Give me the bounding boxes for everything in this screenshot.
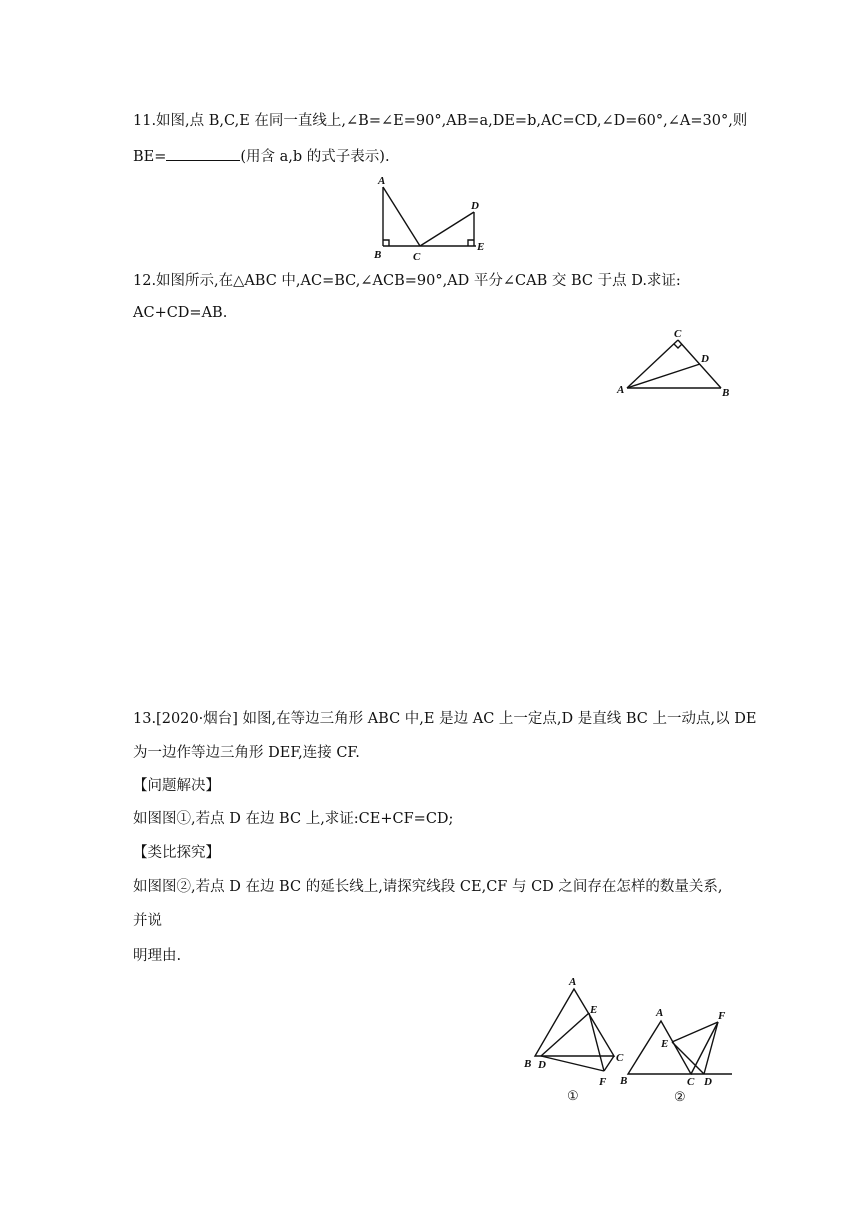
q13-fig1-segment-ef — [589, 1013, 604, 1071]
q13-fig2-caption: ② — [674, 1089, 686, 1104]
q11-segment-ac — [383, 187, 420, 246]
q13-line-2: 为一边作等边三角形 DEF,连接 CF. — [133, 745, 360, 761]
q11-line-2-tail: (用含 a,b 的式子表示). — [240, 149, 390, 165]
q13-fig1-triangle-abc — [535, 989, 614, 1056]
q11-label-c: C — [413, 251, 421, 263]
q13-figure-2 — [616, 1000, 740, 1104]
q13-fig2-label-f: F — [718, 1010, 726, 1022]
q12-label-b: B — [722, 387, 730, 399]
q12-label-a: A — [617, 384, 625, 396]
q13-line-4: 如图图②,若点 D 在边 BC 的延长线上,请探究线段 CE,CF 与 CD 之间存在怎样的数量关系, — [133, 879, 723, 895]
q13-fig2-label-d: D — [704, 1076, 712, 1088]
q13-line-1: 13.[2020·烟台] 如图,在等边三角形 ABC 中,E 是边 AC 上一定点,D 是直线 BC 上一动点,以 DE — [133, 711, 757, 727]
q13-heading-analogy: 【类比探究】 — [133, 845, 220, 861]
q11-line-1: 11.如图,点 B,C,E 在同一直线上,∠B=∠E=90°,AB=a,DE=b,AC=CD,∠D=60°,∠A=30°,则 — [133, 113, 748, 129]
q11-label-d: D — [471, 200, 479, 212]
q11-line-2 — [133, 146, 390, 167]
q13-line-3: 如图图①,若点 D 在边 BC 上,求证:CE+CF=CD; — [133, 811, 454, 827]
q11-label-a: A — [378, 175, 386, 187]
q13-fig2-label-b: B — [620, 1075, 628, 1087]
q13-fig2-segment-cf — [691, 1022, 718, 1074]
q11-right-angle-e — [468, 240, 474, 246]
q13-fig2-label-a: A — [656, 1007, 664, 1019]
q13-fig2-segment-df — [704, 1022, 718, 1074]
q13-line-6: 明理由. — [133, 948, 182, 964]
q11-label-b: B — [374, 249, 382, 261]
q11-figure — [370, 172, 500, 264]
q12-right-angle-c — [674, 344, 682, 348]
q11-label-e: E — [477, 241, 485, 253]
q12-line-2: AC+CD=AB. — [133, 305, 228, 321]
q12-segment-ac — [627, 340, 678, 388]
q11-right-angle-b — [383, 240, 389, 246]
q12-line-1: 12.如图所示,在△ABC 中,AC=BC,∠ACB=90°,AD 平分∠CAB 交 BC 于点 D.求证: — [133, 273, 681, 289]
q13-fig1-caption: ① — [567, 1088, 579, 1103]
q11-segment-cd — [420, 212, 474, 246]
q13-fig1-segment-df — [541, 1056, 604, 1071]
q13-fig1-segment-cf — [604, 1056, 614, 1071]
q13-fig1-label-c: C — [616, 1052, 624, 1064]
q13-fig1-label-a: A — [569, 976, 577, 988]
q13-line-5: 并说 — [133, 913, 162, 929]
q12-label-d: D — [701, 353, 709, 365]
q13-fig1-label-f: F — [599, 1076, 607, 1088]
q12-segment-ad — [627, 364, 700, 388]
q13-fig2-triangle-abc — [628, 1021, 691, 1074]
q13-fig1-label-d: D — [538, 1059, 546, 1071]
q13-fig2-label-e: E — [661, 1038, 669, 1050]
q11-answer-blank[interactable] — [166, 146, 240, 161]
q13-fig1-label-e: E — [590, 1004, 598, 1016]
q12-label-c: C — [674, 328, 682, 340]
q12-figure — [612, 326, 742, 404]
q11-be-label: BE= — [133, 149, 167, 165]
q13-fig2-label-c: C — [687, 1076, 695, 1088]
q13-fig1-label-b: B — [524, 1058, 532, 1070]
q13-heading-problem: 【问题解决】 — [133, 778, 220, 794]
q13-fig2-segment-ef — [672, 1022, 718, 1042]
